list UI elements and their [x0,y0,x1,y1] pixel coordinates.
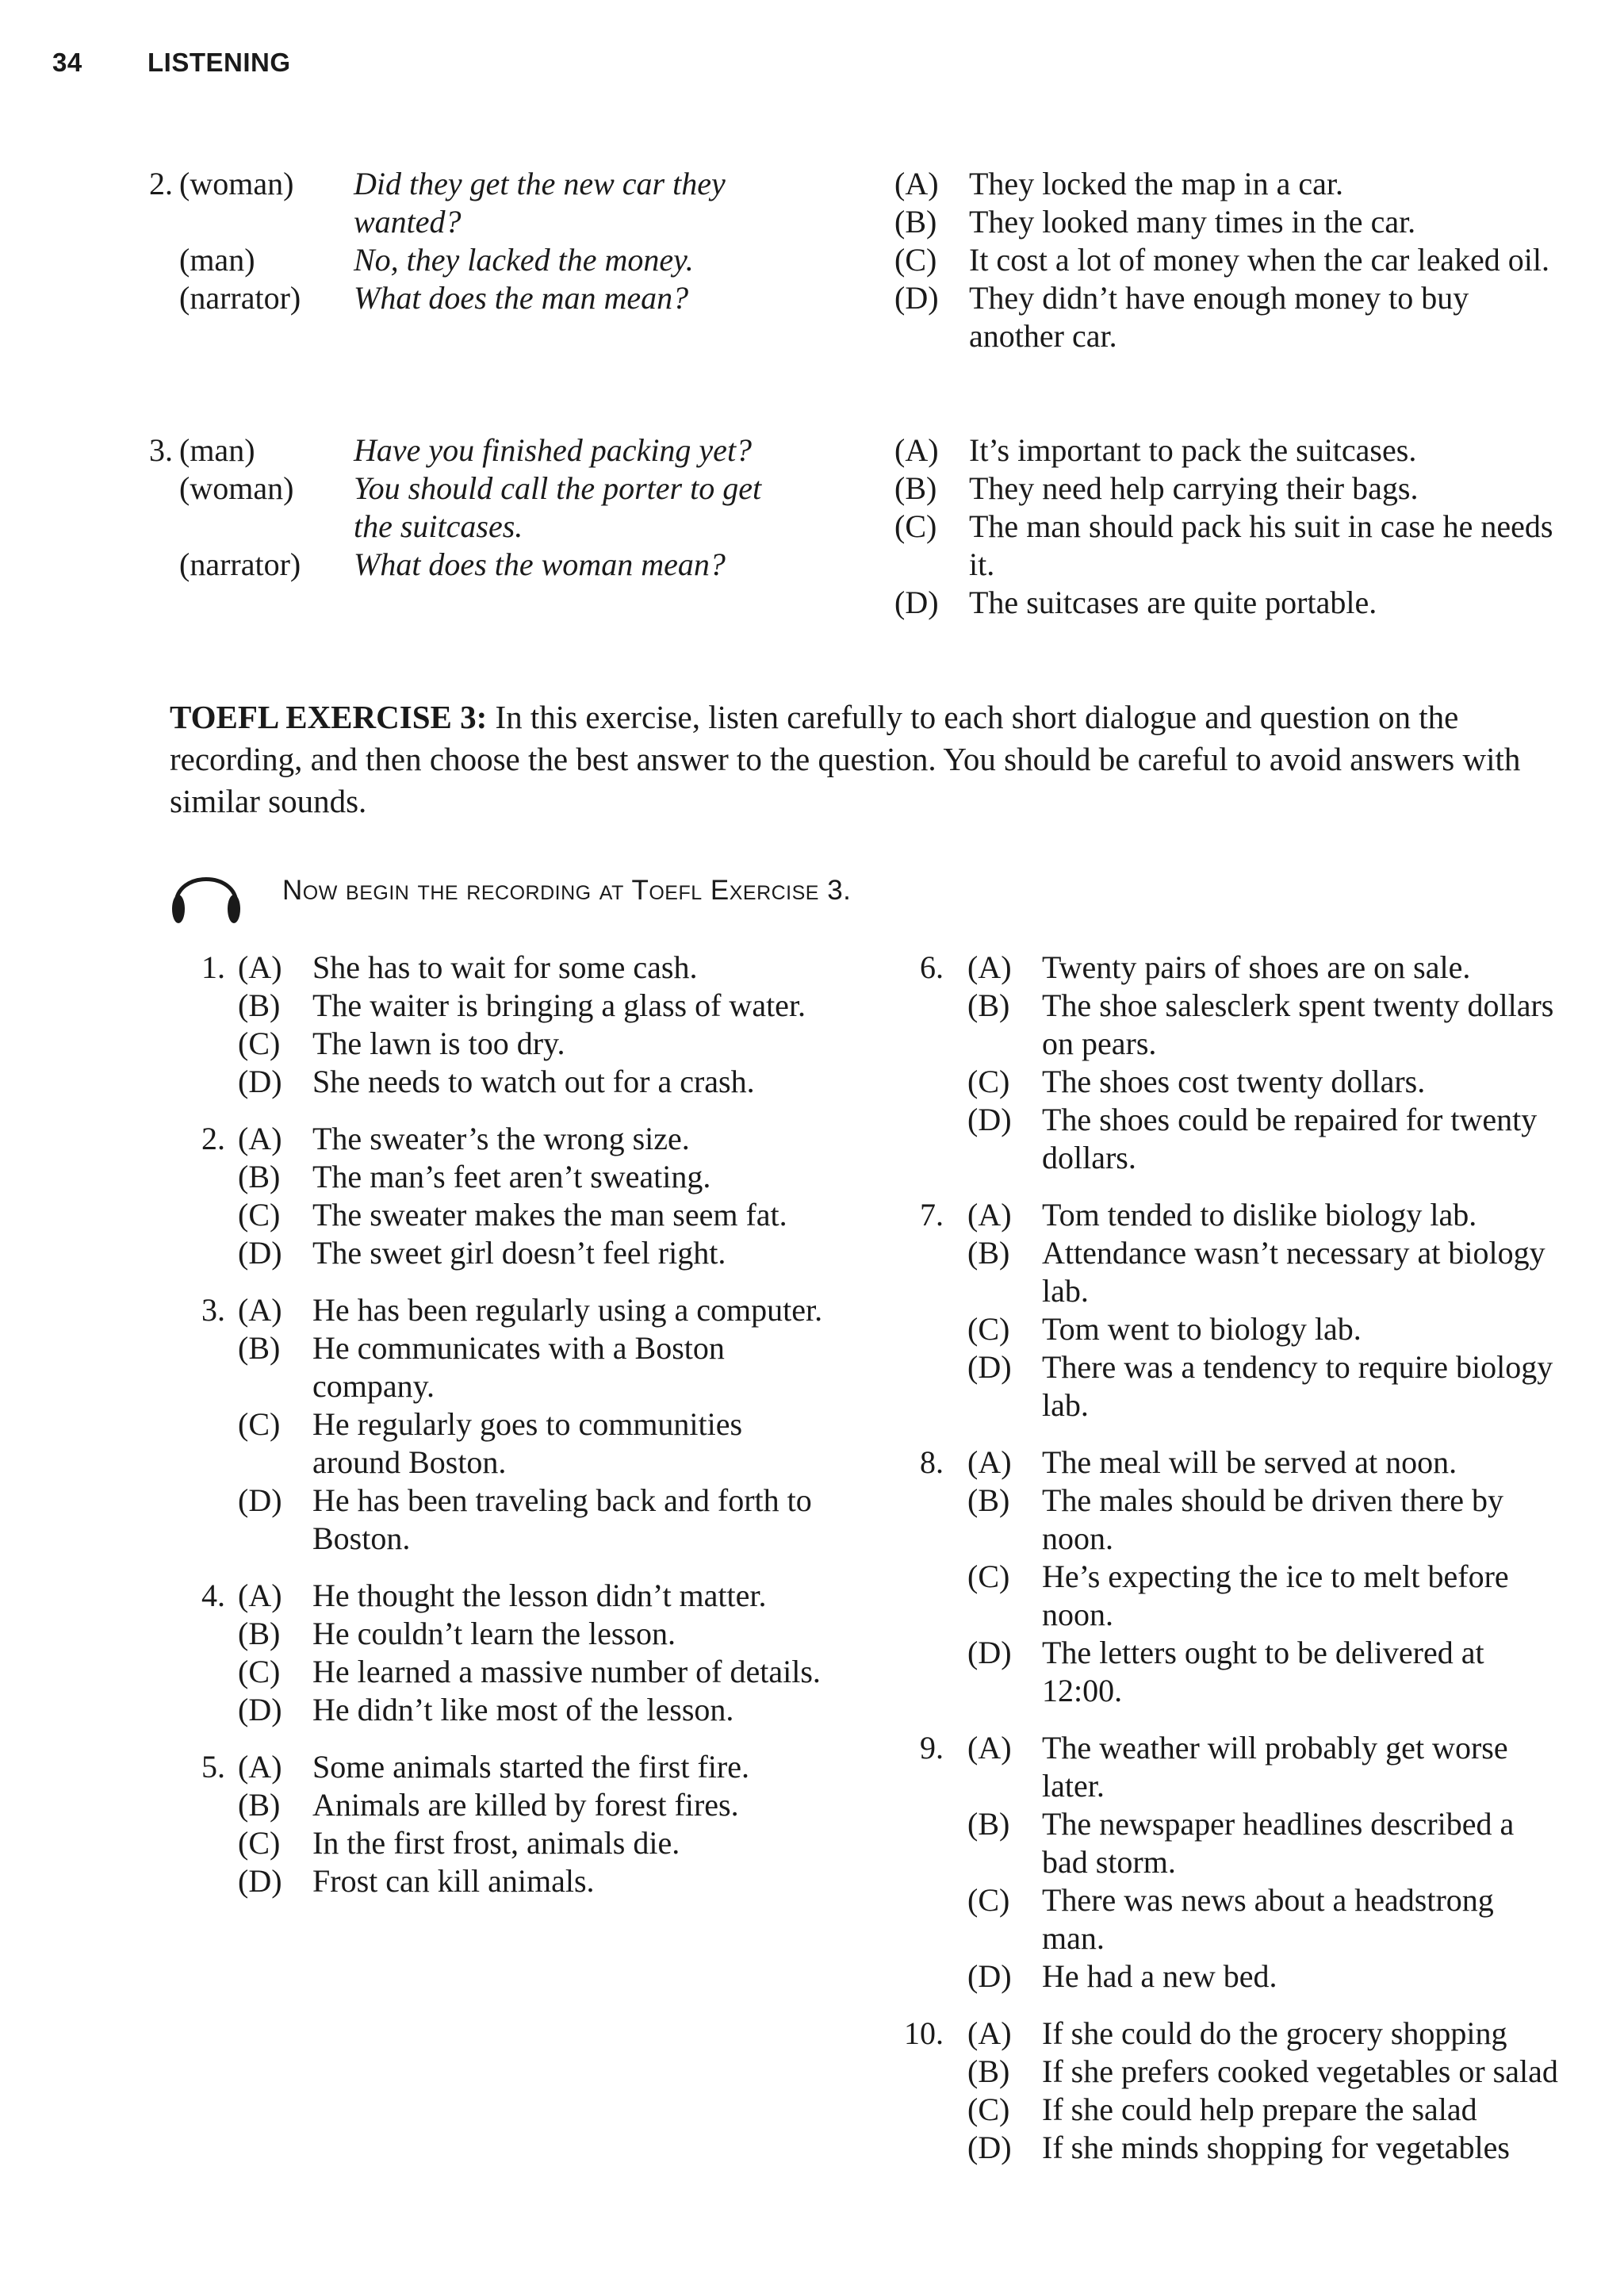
option-letter: (C) [238,1654,281,1689]
option-text: Animals are killed by forest fires. [312,1787,739,1823]
option-text: The lawn is too dry. [312,1026,565,1061]
option-letter: (C) [894,242,937,278]
answer-option [238,987,829,1025]
answer-option [967,1310,1559,1348]
option-letter: (A) [238,1121,282,1156]
option-letter: (C) [894,508,937,544]
option-letter: (D) [894,585,939,620]
speaker: (man) [179,242,255,278]
question-item [909,1729,1559,1996]
answer-option [967,1348,1559,1424]
dialogue-text: No, they lacked the money. [354,242,694,278]
answer-option [967,1234,1559,1310]
question-number: 3. [149,432,173,468]
answer-option [238,1615,829,1653]
option-letter: (C) [967,1311,1010,1347]
option-text: They looked many times in the car. [969,204,1416,240]
answer-option [894,279,1561,355]
option-text: The sweater makes the man seem fat. [312,1197,787,1233]
question-item [909,949,1559,1177]
answer-option [967,2053,1559,2091]
option-text: He communicates with a Boston company. [312,1330,725,1404]
option-text: The man should pack his suit in case he needs it. [969,508,1553,582]
answer-option [238,1577,829,1615]
option-letter: (D) [238,1692,282,1727]
answer-option [894,241,1561,279]
question-number: 10. [904,2015,944,2051]
answer-option [894,431,1561,470]
exercise-title: TOEFL EXERCISE 3: [170,699,488,735]
answer-option [238,1291,829,1329]
question-item [179,949,829,1101]
option-letter: (B) [967,2053,1010,2089]
answer-option [967,1957,1559,1996]
section-title: LISTENING [147,48,291,77]
option-letter: (C) [967,2092,1010,2127]
speaker: (woman) [179,470,294,506]
speaker: (man) [179,432,255,468]
question-number: 2. [149,166,173,201]
answer-option [967,1063,1559,1101]
option-letter: (B) [238,1159,281,1194]
answer-option [238,1234,829,1272]
option-text: Attendance wasn’t necessary at biology lab. [1042,1235,1545,1309]
option-letter: (A) [238,1749,282,1785]
option-letter: (A) [238,949,282,985]
option-text: The sweater’s the wrong size. [312,1121,690,1156]
option-letter: (B) [238,1616,281,1651]
option-letter: (D) [238,1863,282,1899]
question-item [179,1577,829,1729]
page-header [52,48,291,78]
dialogue-2 [149,165,893,317]
option-text: He had a new bed. [1042,1958,1277,1994]
exercise-text: In this exercise, listen carefully to each short dialogue and question on the recording, and then choose the best answer to the question. You should be careful to avoid answers with similar sounds. [170,699,1521,819]
option-letter: (B) [238,1787,281,1823]
option-text: The man’s feet aren’t sweating. [312,1159,711,1194]
option-letter: (A) [967,1444,1012,1480]
option-letter: (C) [238,1406,281,1442]
option-text: If she prefers cooked vegetables or salad [1042,2053,1558,2089]
exercise-instructions [170,696,1557,822]
option-text: The shoes could be repaired for twenty dollars. [1042,1102,1538,1175]
options-2 [894,165,1561,355]
answer-option [894,165,1561,203]
question-item [179,1291,829,1558]
answer-option [967,2015,1559,2053]
option-text: It’s important to pack the suitcases. [969,432,1417,468]
answer-option [967,1805,1559,1881]
question-number: 9. [920,1730,944,1766]
option-text: Tom went to biology lab. [1042,1311,1362,1347]
option-letter: (A) [967,1730,1012,1766]
answer-option [967,987,1559,1063]
answer-option [894,470,1561,508]
dialogue-text: Did they get the new car they wanted? [354,166,726,240]
option-text: The letters ought to be delivered at 12:00. [1042,1635,1484,1708]
option-letter: (A) [894,166,939,201]
option-letter: (B) [967,987,1010,1023]
option-letter: (B) [967,1482,1010,1518]
answer-option [238,1482,829,1558]
option-text: There was news about a headstrong man. [1042,1882,1494,1956]
option-text: He regularly goes to communities around Boston. [312,1406,743,1480]
answer-option [238,1196,829,1234]
question-number: 5. [201,1749,225,1785]
option-text: Some animals started the first fire. [312,1749,749,1785]
option-text: He thought the lesson didn’t matter. [312,1578,767,1613]
option-text: It cost a lot of money when the car leaked oil. [969,242,1549,278]
option-text: The newspaper headlines described a bad storm. [1042,1806,1515,1880]
option-text: They didn’t have enough money to buy another car. [969,280,1469,354]
option-letter: (D) [238,1235,282,1271]
dialogue-line [179,279,893,317]
option-letter: (A) [238,1292,282,1328]
option-letter: (A) [967,949,1012,985]
options-3 [894,431,1561,622]
answer-option [238,949,829,987]
dialogue-line [179,470,893,546]
answer-option [967,1482,1559,1558]
option-text: She needs to watch out for a crash. [312,1064,755,1099]
answer-option [894,584,1561,622]
option-text: The shoes cost twenty dollars. [1042,1064,1426,1099]
answer-option [238,1691,829,1729]
dialogue-line [149,431,893,470]
answer-option [967,1729,1559,1805]
option-letter: (C) [967,1882,1010,1918]
question-number: 1. [201,949,225,985]
question-number: 7. [920,1197,944,1233]
option-letter: (A) [238,1578,282,1613]
questions-left-column [179,949,829,1919]
answer-option [967,1444,1559,1482]
option-text: They locked the map in a car. [969,166,1344,201]
option-letter: (A) [894,432,939,468]
answer-option [967,1634,1559,1710]
option-text: The suitcases are quite portable. [969,585,1377,620]
answer-option [238,1824,829,1862]
option-text: If she could do the grocery shopping [1042,2015,1507,2051]
answer-option [238,1653,829,1691]
answer-option [238,1405,829,1482]
question-number: 2. [201,1121,225,1156]
page-number: 34 [52,48,82,77]
option-letter: (B) [894,204,937,240]
option-text: Twenty pairs of shoes are on sale. [1042,949,1471,985]
answer-option [967,1558,1559,1634]
question-item [179,1748,829,1900]
option-letter: (D) [238,1064,282,1099]
option-letter: (D) [967,1349,1012,1385]
option-letter: (D) [238,1482,282,1518]
speaker: (woman) [179,166,294,201]
answer-option [967,2129,1559,2167]
headphones-icon [168,855,244,926]
option-text: Tom tended to dislike biology lab. [1042,1197,1477,1233]
dialogue-line [179,241,893,279]
option-letter: (C) [967,1064,1010,1099]
answer-option [238,1786,829,1824]
option-text: He learned a massive number of details. [312,1654,821,1689]
option-letter: (C) [238,1197,281,1233]
answer-option [238,1748,829,1786]
option-letter: (A) [967,2015,1012,2051]
option-letter: (B) [238,987,281,1023]
answer-option [894,203,1561,241]
option-text: He couldn’t learn the lesson. [312,1616,676,1651]
answer-option [967,949,1559,987]
dialogue-text: What does the woman mean? [354,546,726,582]
option-text: If she minds shopping for vegetables [1042,2130,1510,2165]
dialogue-text: You should call the porter to get the suitcases. [354,470,762,544]
option-text: If she could help prepare the salad [1042,2092,1477,2127]
dialogue-text: What does the man mean? [354,280,689,316]
answer-option [238,1063,829,1101]
option-letter: (B) [967,1806,1010,1842]
option-text: In the first frost, animals die. [312,1825,680,1861]
recording-cue [168,855,851,926]
option-text: He’s expecting the ice to melt before noon. [1042,1559,1509,1632]
answer-option [238,1329,829,1405]
recording-label: Now begin the recording at Toefl Exercise 3. [282,875,852,906]
option-text: The weather will probably get worse later. [1042,1730,1508,1804]
question-item [179,1120,829,1272]
option-letter: (D) [894,280,939,316]
answer-option [967,1881,1559,1957]
dialogue-text: Have you finished packing yet? [354,432,753,468]
option-text: There was a tendency to require biology lab. [1042,1349,1553,1423]
option-text: She has to wait for some cash. [312,949,698,985]
dialogue-line [149,165,893,241]
question-item [904,2015,1559,2167]
answer-option [238,1120,829,1158]
option-letter: (D) [967,2130,1012,2165]
option-text: The males should be driven there by noon. [1042,1482,1504,1556]
option-text: The sweet girl doesn’t feel right. [312,1235,726,1271]
question-number: 6. [920,949,944,985]
answer-option [967,1101,1559,1177]
option-text: He has been traveling back and forth to Boston. [312,1482,812,1556]
option-text: Frost can kill animals. [312,1863,595,1899]
answer-option [894,508,1561,584]
option-letter: (B) [894,470,937,506]
speaker: (narrator) [179,280,301,316]
option-letter: (C) [967,1559,1010,1594]
question-item [909,1196,1559,1424]
question-item [909,1444,1559,1710]
question-number: 3. [201,1292,225,1328]
option-letter: (D) [967,1635,1012,1670]
dialogue-3 [149,431,893,584]
option-letter: (D) [967,1958,1012,1994]
option-text: He has been regularly using a computer. [312,1292,823,1328]
option-letter: (B) [238,1330,281,1366]
option-text: The shoe salesclerk spent twenty dollars on pears. [1042,987,1554,1061]
option-letter: (A) [967,1197,1012,1233]
option-text: The meal will be served at noon. [1042,1444,1457,1480]
answer-option [967,2091,1559,2129]
answer-option [238,1158,829,1196]
option-text: The waiter is bringing a glass of water. [312,987,806,1023]
speaker: (narrator) [179,546,301,582]
answer-option [238,1025,829,1063]
questions-right-column [904,949,1559,2186]
option-letter: (D) [967,1102,1012,1137]
dialogue-line [179,546,893,584]
question-number: 8. [920,1444,944,1480]
option-text: He didn’t like most of the lesson. [312,1692,734,1727]
option-letter: (B) [967,1235,1010,1271]
option-letter: (C) [238,1825,281,1861]
option-text: They need help carrying their bags. [969,470,1419,506]
answer-option [967,1196,1559,1234]
answer-option [238,1862,829,1900]
question-number: 4. [201,1578,225,1613]
option-letter: (C) [238,1026,281,1061]
